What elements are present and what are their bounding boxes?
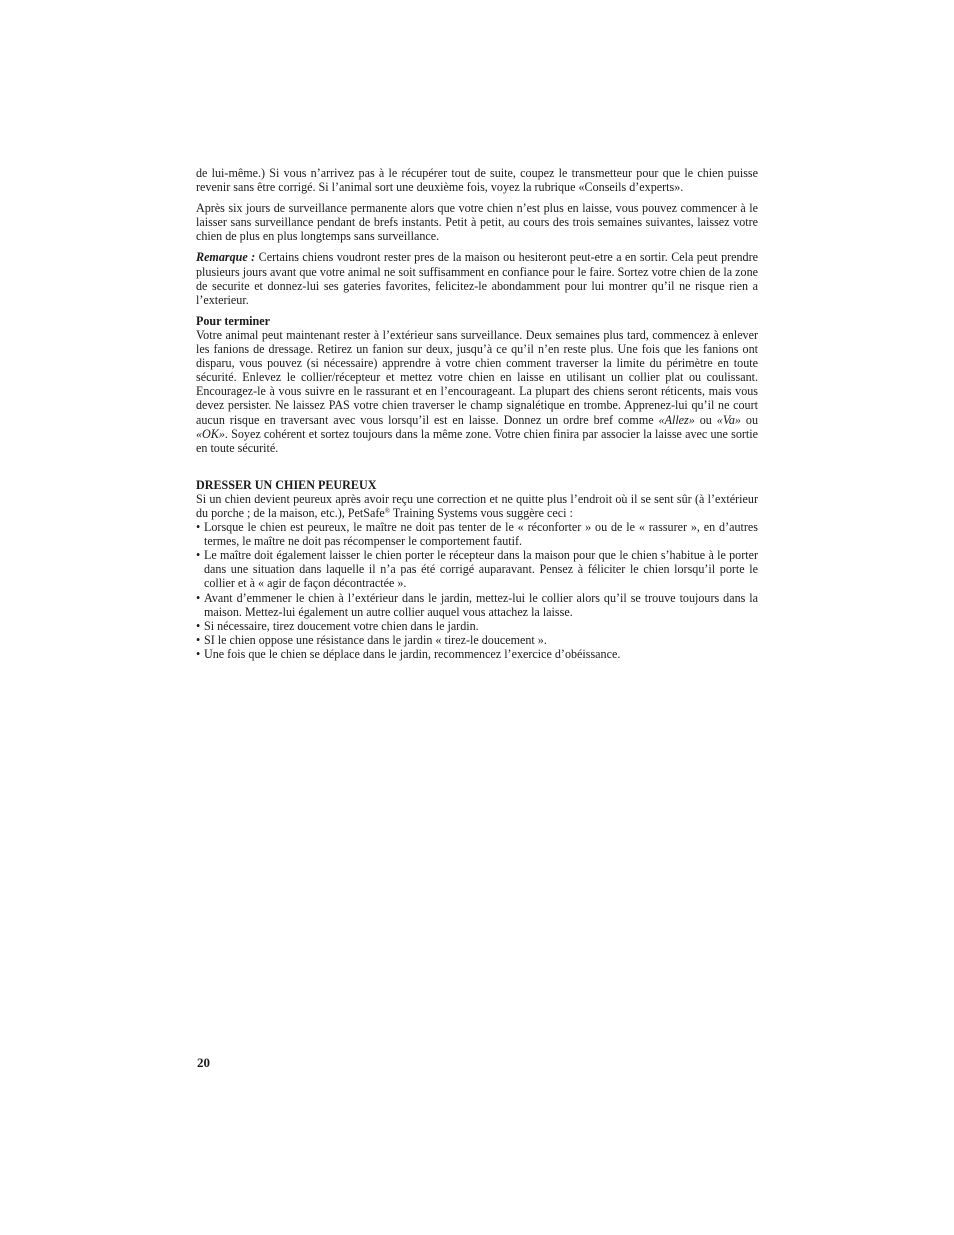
list-item xyxy=(196,619,758,633)
separator-1: ou xyxy=(694,412,717,427)
command-ok: «OK» xyxy=(196,426,225,441)
bullet-icon: • xyxy=(196,632,201,647)
bullet-icon: • xyxy=(196,520,201,535)
list-item xyxy=(196,647,758,661)
list-item-text: Lorsque le chien est peureux, le maître ne doit pas tenter de le « réconforter » ou de le « rassurer », en d’autres termes, le maître ne doit pas récompenser le comportement fautif. xyxy=(204,520,758,549)
list-item-text: SI le chien oppose une résistance dans le jardin « tirez-le doucement ». xyxy=(204,632,547,647)
separator-2: ou xyxy=(740,412,758,427)
heading-fearful-dog: DRESSER UN CHIEN PEUREUX xyxy=(196,477,377,492)
remark-label: Remarque : xyxy=(196,250,256,265)
registered-mark: ® xyxy=(384,506,391,515)
list-item xyxy=(196,520,758,548)
paragraph-finish xyxy=(196,328,758,455)
heading-finish: Pour terminer xyxy=(196,313,270,328)
command-allez: «Allez» xyxy=(658,412,695,427)
remark-text: Certains chiens voudront rester pres de la maison ou hesiteront peut-etre a en sortir. Cela peut prendre plusieurs jours avant que votre animal ne soit suffisamment en confiance pour le faire. Sortez votre chien de la zone de securite et donnez-lui ses gateries favorites, felicitez-le abondamment pour lui montrer qu’il ne risque rien a l’exterieur. xyxy=(196,250,759,307)
list-item-text: Si nécessaire, tirez doucement votre chien dans le jardin. xyxy=(204,618,479,633)
finish-text-start: Votre animal peut maintenant rester à l’extérieur sans surveillance. Deux semaines plus tard, commencez à enlever les fanions de dressage. Retirez un fanion sur deux, jusqu’à ce qu’il n’en reste plus. Une fois que les fanions ont disparu, vous pouvez (si nécessaire) apprendre à votre chien comment traverser la limite du périmètre en toute sécurité. Enlevez le collier/récepteur et mettez votre chien en laisse en utilisant un collier plat ou coulissant. Encouragez-le à vous suivre en le rassurant et en l’encourageant. La plupart des chiens seront réticents, mais vous devez persister. Ne laissez PAS votre chien traverser le champ signalétique en trombe. Apprenez-lui qu’il ne court aucun risque en traversant avec vous lorsqu’il est en laisse. Donnez un ordre bref comme xyxy=(196,327,758,427)
fearful-tips-list xyxy=(196,520,758,661)
bullet-icon: • xyxy=(196,590,201,605)
paragraph-fearful-intro xyxy=(196,492,758,520)
bullet-icon: • xyxy=(196,548,201,563)
list-item xyxy=(196,548,758,590)
fearful-intro-end: Training Systems vous suggère ceci : xyxy=(390,505,573,520)
list-item-text: Avant d’emmener le chien à l’extérieur dans le jardin, mettez-lui le collier alors qu’il se trouve toujours dans la maison. Mettez-lui également un autre collier auquel vous attachez la laisse. xyxy=(204,590,758,619)
bullet-icon: • xyxy=(196,646,201,661)
list-item xyxy=(196,591,758,619)
finish-text-end: . Soyez cohérent et sortez toujours dans la même zone. Votre chien finira par associer la laisse avec une sortie en toute sécurité. xyxy=(196,426,758,455)
list-item-text: Une fois que le chien se déplace dans le jardin, recommencez l’exercice d’obéissance. xyxy=(204,646,621,661)
command-va: «Va» xyxy=(716,412,741,427)
page-number: 20 xyxy=(197,1055,210,1070)
paragraph-remark xyxy=(196,250,758,306)
fearful-intro-start: Si un chien devient peureux après avoir reçu une correction et ne quitte plus l’endroit où il se sent sûr (à l’extérieur du porche ; de la maison, etc.), PetSafe xyxy=(196,491,758,520)
paragraph-recovery: de lui-même.) Si vous n’arrivez pas à le récupérer tout de suite, coupez le transmetteur pour que le chien puisse revenir sans être corrigé. Si l’animal sort une deuxième fois, voyez la rubrique «Conseils d’experts». xyxy=(196,166,758,195)
list-item xyxy=(196,633,758,647)
bullet-icon: • xyxy=(196,618,201,633)
page-content xyxy=(196,166,758,661)
list-item-text: Le maître doit également laisser le chien porter le récepteur dans la maison pour que le chien s’habitue à le porter dans une situation dans laquelle il n’a pas été corrigé auparavant. Pensez à féliciter le chien lorsqu’il porte le collier et à « agir de façon décontractée ». xyxy=(204,548,758,591)
paragraph-unsupervised: Après six jours de surveillance permanente alors que votre chien n’est plus en laisse, vous pouvez commencer à le laisser sans surveillance pendant de brefs instants. Petit à petit, au cours des trois semaines suivantes, laissez votre chien de plus en plus longtemps sans surveillance. xyxy=(196,201,758,244)
